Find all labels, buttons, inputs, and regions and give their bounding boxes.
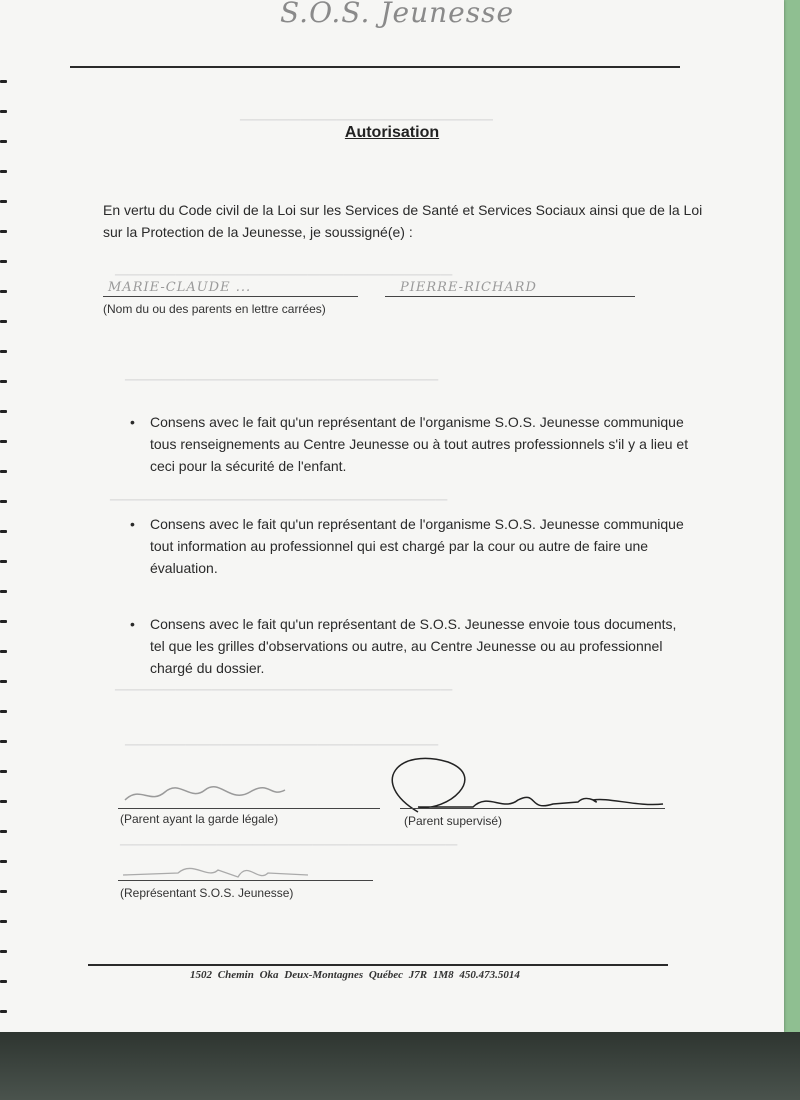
header-rule — [70, 66, 680, 68]
consent-item — [130, 513, 690, 579]
document-title: Autorisation — [344, 124, 440, 141]
scan-background — [0, 1032, 800, 1100]
footer-rule — [88, 964, 668, 966]
footer-address: 1502 Chemin Oka Deux-Montagnes Québec J7R 1M8 450.473.5014 — [190, 969, 520, 981]
binding-holes — [0, 0, 9, 1032]
consent-item — [130, 411, 690, 477]
signature-custodial-parent — [120, 780, 290, 810]
bullet-icon: • — [130, 616, 135, 632]
name-line-1 — [103, 296, 358, 297]
signature-line-supervised — [400, 808, 665, 809]
handwritten-name-1: MARIE-CLAUDE ... — [108, 280, 252, 295]
header-logo-text: S.O.S. Jeunesse — [280, 0, 515, 29]
signature-line-representative — [118, 880, 373, 881]
show-through-text: ──────────────────────────── — [120, 835, 458, 854]
signature-line-custodial — [118, 808, 380, 809]
show-through-text: ────────────────────────── — [125, 735, 439, 754]
bullet-icon: • — [130, 516, 135, 532]
show-through-text: ──────────────────────────── — [115, 265, 453, 284]
consent-item — [130, 613, 690, 679]
name-line-2 — [385, 296, 635, 297]
show-through-text: ────────────────────────── — [125, 370, 439, 389]
intro-paragraph: En vertu du Code civil de la Loi sur les Services de Santé et Services Sociaux ainsi que de la Loi sur la Protection de la Jeunesse, je soussigné(e) : — [103, 202, 703, 240]
show-through-text: ───────────────────── — [240, 110, 493, 129]
name-caption: (Nom du ou des parents en lettre carrées) — [103, 302, 326, 316]
caption-representative: (Représentant S.O.S. Jeunesse) — [120, 886, 294, 900]
caption-supervised-parent: (Parent supervisé) — [404, 814, 503, 828]
consent-text: Consens avec le fait qu'un représentant de l'organisme S.O.S. Jeunesse communique tout information au professionnel qui est chargé par la cour ou autre de faire une évaluation. — [150, 516, 684, 576]
show-through-text: ──────────────────────────── — [115, 680, 453, 699]
consent-text: Consens avec le fait qu'un représentant de S.O.S. Jeunesse envoie tous documents, tel que les grilles d'observations ou autre, au Centre Jeunesse ou au professionnel chargé du dossier. — [150, 616, 677, 676]
caption-custodial-parent: (Parent ayant la garde légale) — [120, 812, 279, 826]
show-through-text: ──────────────────────────── — [110, 490, 448, 509]
bullet-icon: • — [130, 414, 135, 430]
handwritten-name-2: PIERRE-RICHARD — [400, 280, 537, 295]
consent-text: Consens avec le fait qu'un représentant de l'organisme S.O.S. Jeunesse communique tous renseignements au Centre Jeunesse ou à tout autres professionnels s'il y a lieu et ceci pour la sécurité de l'enfant. — [150, 414, 689, 474]
